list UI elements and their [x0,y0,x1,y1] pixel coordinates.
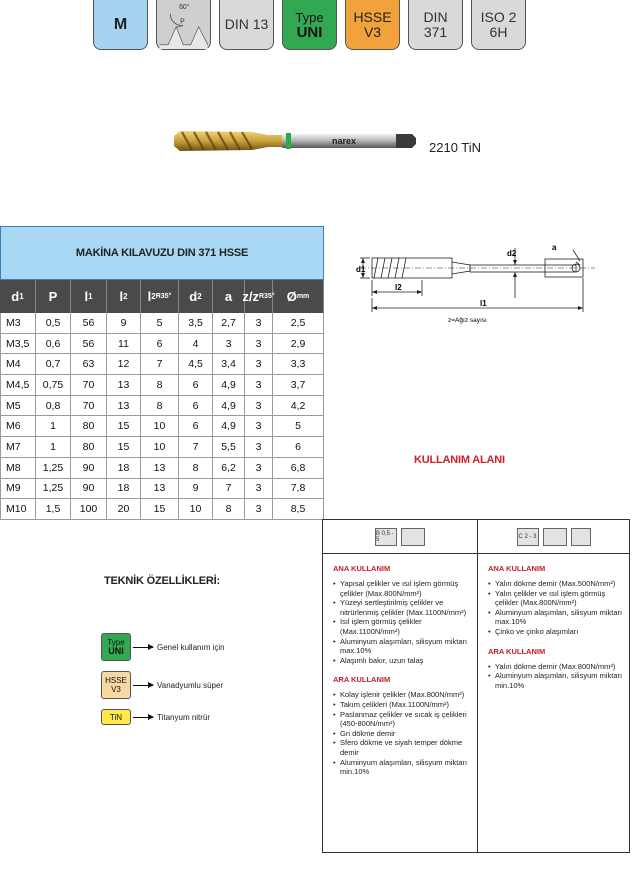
legend-tin [101,709,210,725]
table-cell: 18 [107,479,141,499]
table-cell: 6 [179,396,213,416]
v3-label: V3 [363,23,382,40]
usage-column-right [477,520,629,852]
table-cell: 7 [179,437,213,457]
tool-coating-label: 2210 TiN [429,140,482,155]
table-cell: 0,8 [36,396,71,416]
table-cell: 6 [179,416,213,436]
table-cell: 0,6 [36,334,71,354]
table-cell: 80 [71,416,107,436]
usage-column-header [323,520,477,554]
table-cell: 1,25 [36,458,71,478]
table-cell: 7 [213,479,245,499]
chip-form-icon [375,528,397,546]
table-header-cell: d 2 [179,280,213,313]
spiral-chip-icon [543,528,567,546]
arrow-right-icon [133,717,153,718]
material-badge [93,0,148,50]
table-cell: 13 [107,396,141,416]
iso2-badge [471,0,526,50]
table-row [0,437,324,458]
list-item: • Yalın dökme demir (Max.500N/mm²) [488,579,625,589]
table-cell: 4,2 [273,396,324,416]
din-number-label: 371 [423,23,448,40]
table-cell: 3,7 [273,375,324,395]
list-item: • Sfero dökme ve siyah temper dökme demir [333,738,473,757]
type-uni-legend-box [101,633,131,661]
table-cell: 3 [245,334,273,354]
table-row [0,375,324,396]
table-cell: 90 [71,479,107,499]
a-dimension-label: a [552,243,557,252]
table-cell: 4,9 [213,375,245,395]
thread-angle-badge [156,0,211,50]
table-cell: 15 [107,437,141,457]
type-label: Type [295,9,324,25]
legend-hsse-v3 [101,671,223,699]
usage-panel [322,519,630,853]
table-cell: 15 [107,416,141,436]
table-cell: 8 [179,458,213,478]
legend-box-line: TiN [109,712,123,722]
din13-badge [219,0,274,50]
table-cell: 7,8 [273,479,324,499]
table-cell: 0,5 [36,313,71,333]
table-cell: 3 [245,437,273,457]
thread-pitch-text: P [180,18,185,26]
chip-form-icon [517,528,539,546]
table-cell: 6 [273,437,324,457]
table-header-cell: a [213,280,245,313]
hsse-v3-legend-box [101,671,131,699]
table-cell: M5 [0,396,36,416]
table-header-cell: Ø mm [273,280,324,313]
iso-label: ISO 2 [480,8,517,25]
table-header-cell: l 2 [107,280,141,313]
table-cell: M10 [0,499,36,519]
brand-logo-text: narex [332,136,357,146]
main-usage-title: ANA KULLANIM [333,564,391,573]
table-row [0,479,324,500]
table-cell: 20 [107,499,141,519]
table-row [0,354,324,375]
table-cell: 3 [245,479,273,499]
list-item: • Yalın çelikler ve ısıl işlem görmüş çelikler (Max.800N/mm²) [488,589,625,608]
list-item: • Takım çelikleri (Max.1100N/mm²) [333,700,473,710]
through-hole-icon [571,528,591,546]
table-cell: 4,9 [213,416,245,436]
table-cell: 4,9 [213,396,245,416]
table-row [0,499,324,520]
table-cell: 8 [141,375,179,395]
table-cell: 3 [213,334,245,354]
table-cell: 3 [245,458,273,478]
list-item: • Aluminyum alaşımları, silisyum miktarı min.10% [333,758,473,777]
list-item: • Yapısal çelikler ve ısıl işlem görmüş çelikler (Max.800N/mm²) [333,579,473,598]
material-badge-label: M [113,16,128,33]
table-cell: 0,75 [36,375,71,395]
table-cell: 90 [71,458,107,478]
legend-text: Titanyum nitrür [157,712,211,722]
table-header-cell: d 1 [0,280,36,313]
table-row [0,396,324,417]
chip-form-label: C 2 - 3 [518,533,537,540]
table-cell: 7 [141,354,179,374]
table-row [0,334,324,355]
table-cell: 80 [71,437,107,457]
main-usage-list [323,579,477,665]
table-cell: 70 [71,375,107,395]
main-usage-list [478,579,629,637]
list-item: • Paslanmaz çelikler ve sıcak iş çelikleri (450-800N/mm²) [333,710,473,729]
table-cell: 1,5 [36,499,71,519]
legend-text: Genel kullanım için [157,642,225,652]
table-cell: 10 [141,416,179,436]
usage-column-header [478,520,629,554]
table-cell: 1,25 [36,479,71,499]
table-cell: 11 [107,334,141,354]
table-cell: 3 [245,396,273,416]
table-header-cell: l 1 [71,280,107,313]
table-cell: 3 [245,313,273,333]
table-cell: 63 [71,354,107,374]
table-cell: 3,4 [213,354,245,374]
table-cell: M3,5 [0,334,36,354]
arrow-right-icon [133,647,153,648]
table-cell: 0,7 [36,354,71,374]
table-cell: 10 [179,499,213,519]
list-item: • Yalın dökme demir (Max.800N/mm²) [488,662,625,672]
l1-dimension-label: l1 [480,299,487,308]
table-cell: M9 [0,479,36,499]
blind-hole-icon [401,528,425,546]
table-cell: M8 [0,458,36,478]
list-item: • Aluminyum alaşımları, silisyum miktarı min.10% [488,671,625,690]
table-cell: 3 [245,416,273,436]
table-cell: 12 [107,354,141,374]
table-cell: 13 [141,479,179,499]
technical-features-title: TEKNİK ÖZELLİKLERİ: [104,575,220,587]
din13-label: DIN 13 [224,16,269,32]
chip-form-label: B 0,5 - 5 [376,530,394,543]
list-item: • Kolay işlenir çelikler (Max.800N/mm²) [333,690,473,700]
table-cell: 1 [36,437,71,457]
usage-column-left [323,520,477,852]
tolerance-label: 6H [489,23,508,40]
secondary-usage-title: ARA KULLANIM [488,646,546,656]
standard-badges [93,0,526,50]
list-item: • Aluminyum alaşımları, silisyum miktarı max.10% [488,608,625,627]
table-cell: 6 [141,334,179,354]
table-cell: 15 [141,499,179,519]
table-cell: 70 [71,396,107,416]
table-cell: 8 [141,396,179,416]
table-cell: 10 [141,437,179,457]
table-cell: 2,7 [213,313,245,333]
table-cell: 3,3 [273,354,324,374]
l2-dimension-label: l2 [395,283,402,292]
table-cell: 6,2 [213,458,245,478]
table-cell: 4 [179,334,213,354]
table-cell: 56 [71,334,107,354]
tap-dimension-drawing [330,228,630,328]
tap-tool-image [172,126,418,156]
list-item: • Çinko ve çinko alaşımları [488,627,625,637]
table-cell: M4 [0,354,36,374]
table-cell: 2,5 [273,313,324,333]
list-item: • Yüzeyi sertleştirilmiş çelikler ve nitrürlenmiş çelikler (Max.1100N/mm²) [333,598,473,617]
table-title: MAKİNA KILAVUZU DIN 371 HSSE [0,226,324,280]
table-row [0,458,324,479]
tin-legend-box [101,709,131,725]
table-cell: 13 [107,375,141,395]
table-row [0,416,324,437]
list-item: • Isıl işlem görmüş çelikler (Max.1100N/mm²) [333,617,473,636]
table-cell: 8 [213,499,245,519]
table-body [0,313,324,520]
table-cell: 2,9 [273,334,324,354]
table-cell: 5,5 [213,437,245,457]
table-cell: 5 [141,313,179,333]
table-cell: 6 [179,375,213,395]
table-cell: M3 [0,313,36,333]
secondary-usage-list [323,690,477,776]
hsse-v3-badge [345,0,400,50]
table-header-cell: P [36,280,71,313]
hsse-label: HSSE [353,8,392,25]
table-cell: 6,8 [273,458,324,478]
table-cell: 3 [245,499,273,519]
d1-dimension-label: d1 [356,265,366,274]
table-row [0,313,324,334]
table-cell: 3 [245,375,273,395]
type-uni-badge [282,0,337,50]
secondary-usage-title: ARA KULLANIM [333,675,391,685]
table-cell: 4,5 [179,354,213,374]
list-item: • Gri dökme demir [333,729,473,739]
table-cell: 3,5 [179,313,213,333]
table-cell: M6 [0,416,36,436]
legend-box-line: V3 [111,685,121,694]
table-cell: 8,5 [273,499,324,519]
table-header-row [0,280,324,313]
table-cell: 13 [141,458,179,478]
table-cell: 9 [107,313,141,333]
main-usage-title: ANA KULLANIM [488,564,546,573]
d2-dimension-label: d2 [507,249,517,258]
thread-angle-text: 60° [179,3,190,11]
table-cell: 18 [107,458,141,478]
flute-count-caption: z=Ağız sayısı [448,317,487,324]
table-cell: 1 [36,416,71,436]
legend-text: Vanadyumlu süper [157,680,224,690]
uni-label: UNI [296,23,323,41]
list-item: • Aluminyum alaşımları, silisyum miktarı max.10% [333,637,473,656]
table-cell: M7 [0,437,36,457]
table-cell: 5 [273,416,324,436]
usage-area-title: KULLANIM ALANI [414,454,505,466]
secondary-usage-list [478,662,629,691]
table-cell: 100 [71,499,107,519]
table-cell: 3 [245,354,273,374]
table-cell: M4,5 [0,375,36,395]
legend-box-line: Type [107,638,125,647]
din371-badge [408,0,463,50]
legend-box-line: HSSE [105,676,127,685]
table-header-cell: l 2 R35° [141,280,179,313]
legend-box-line: UNI [108,646,124,656]
table-cell: 56 [71,313,107,333]
din-label: DIN [423,8,448,25]
table-header-cell: z/z R35° [245,280,273,313]
list-item: • Alaşımlı bakır, uzun talaş [333,656,473,666]
table-cell: 9 [179,479,213,499]
legend-type-uni [101,633,225,661]
arrow-right-icon [133,685,153,686]
thread-profile-icon [156,0,211,49]
